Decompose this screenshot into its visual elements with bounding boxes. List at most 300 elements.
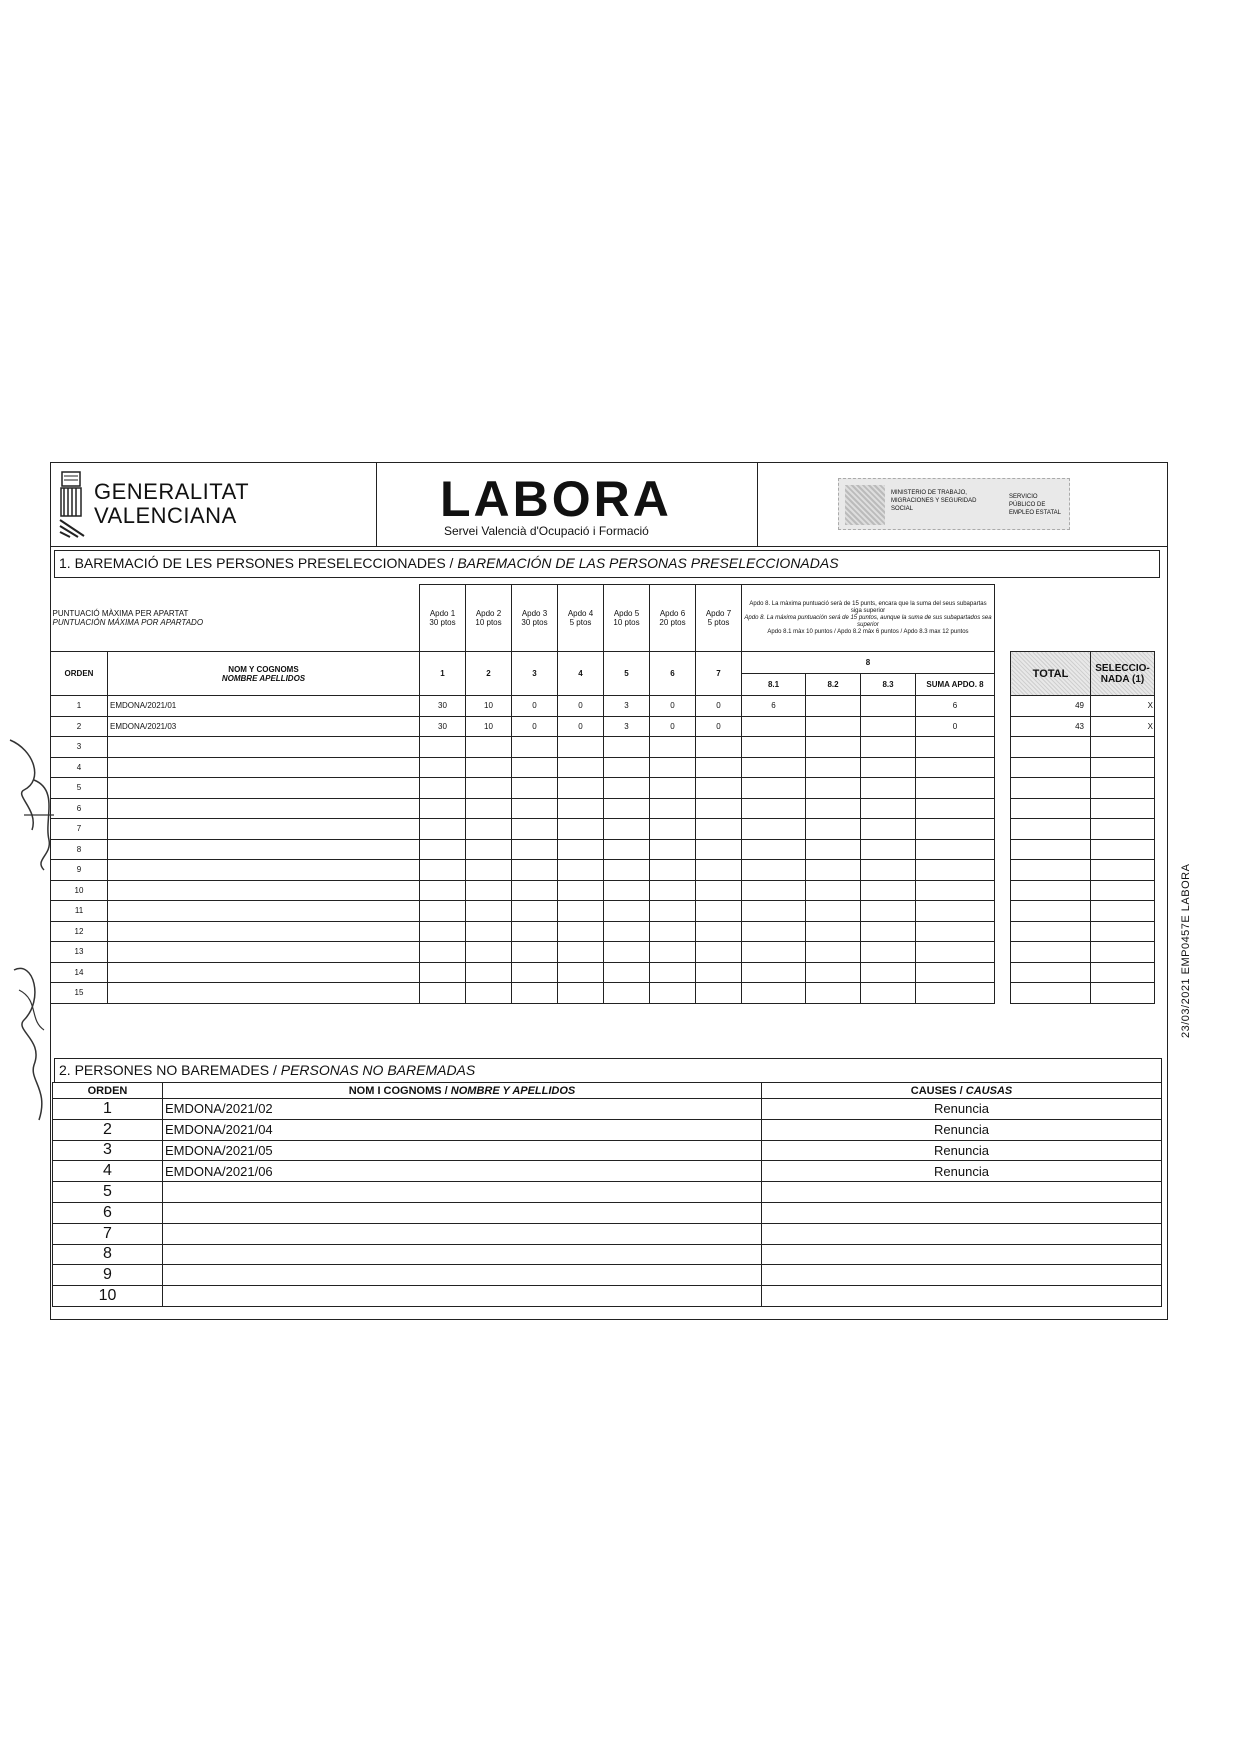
row-score-a81 [742, 942, 806, 963]
row-cause: Renuncia [762, 1140, 1162, 1161]
baremacion-rows [51, 696, 1155, 1004]
col-num: 1 [420, 652, 466, 696]
row-score-suma [916, 860, 995, 881]
apdo-max: 5 ptos [569, 618, 592, 627]
row-order: 9 [53, 1265, 163, 1286]
row-score-a2 [466, 737, 512, 758]
row-cause: Renuncia [762, 1161, 1162, 1182]
max-points-label [51, 585, 420, 652]
row-selected [1091, 942, 1155, 963]
row-score-a1 [420, 839, 466, 860]
row-order: 6 [51, 798, 108, 819]
row-score-suma [916, 757, 995, 778]
row-selected [1091, 860, 1155, 881]
row-score-a83 [861, 819, 916, 840]
baremacion-table [50, 584, 1155, 1004]
row-score-a4 [558, 819, 604, 840]
row-score-a5 [604, 983, 650, 1004]
row-order: 7 [53, 1223, 163, 1244]
row-score-a4: 0 [558, 716, 604, 737]
row-score-a3 [512, 983, 558, 1004]
row-score-a1 [420, 778, 466, 799]
row-name [108, 901, 420, 922]
row-score-a1 [420, 942, 466, 963]
row-score-a81 [742, 839, 806, 860]
row-score-a83 [861, 716, 916, 737]
apdo-label: Apdo 5 [613, 609, 640, 618]
max-points-label-es: PUNTUACIÓN MÁXIMA POR APARTADO [52, 617, 204, 627]
row-score-a83 [861, 778, 916, 799]
row-score-a5: 3 [604, 696, 650, 717]
section1-title-es: BAREMACIÓN DE LAS PERSONAS PRESELECCIONADAS [457, 555, 839, 571]
row-score-a3 [512, 778, 558, 799]
table-row [51, 716, 1155, 737]
row-score-a2 [466, 983, 512, 1004]
row-score-a7 [696, 921, 742, 942]
row-score-a83 [861, 839, 916, 860]
row-score-a6 [650, 778, 696, 799]
row-score-a7 [696, 942, 742, 963]
row-score-suma [916, 778, 995, 799]
col-suma: SUMA APDO. 8 [916, 674, 995, 696]
row-score-a2 [466, 880, 512, 901]
row-score-a82 [806, 696, 861, 717]
row-order: 12 [51, 921, 108, 942]
row-score-a6 [650, 880, 696, 901]
row-score-a4 [558, 921, 604, 942]
row-order: 1 [51, 696, 108, 717]
generalitat-logo-text [94, 480, 249, 528]
row-order: 8 [51, 839, 108, 860]
row-score-a7 [696, 983, 742, 1004]
col-8-1: 8.1 [742, 674, 806, 696]
row-total [1011, 778, 1091, 799]
row-score-a83 [861, 798, 916, 819]
row-score-a5 [604, 901, 650, 922]
row-selected [1091, 983, 1155, 1004]
row-selected [1091, 757, 1155, 778]
apdo-header [650, 585, 696, 652]
row-name: EMDONA/2021/05 [163, 1140, 762, 1161]
row-score-a81 [742, 880, 806, 901]
row-score-a81 [742, 983, 806, 1004]
row-score-suma [916, 880, 995, 901]
row-total [1011, 962, 1091, 983]
row-name: EMDONA/2021/02 [163, 1099, 762, 1120]
row-score-suma [916, 819, 995, 840]
col-orden: ORDEN [53, 1083, 163, 1099]
apdo-header [558, 585, 604, 652]
row-score-a6 [650, 757, 696, 778]
row-score-a6 [650, 921, 696, 942]
row-order: 7 [51, 819, 108, 840]
table-row [51, 921, 1155, 942]
row-score-a83 [861, 962, 916, 983]
section1-title [54, 550, 1160, 578]
row-score-suma: 0 [916, 716, 995, 737]
row-score-a3: 0 [512, 716, 558, 737]
apdo8-note-sub: Apdo 8.1 màx 10 puntos / Apdo 8.2 màx 6 puntos / Apdo 8.3 max 12 puntos [767, 628, 969, 635]
row-cause [762, 1244, 1162, 1265]
apdo-max: 10 ptos [475, 618, 502, 627]
row-score-a1 [420, 757, 466, 778]
row-name: EMDONA/2021/01 [108, 696, 420, 717]
col-orden: ORDEN [51, 652, 108, 696]
row-cause [762, 1265, 1162, 1286]
apdo-header [696, 585, 742, 652]
row-name [108, 860, 420, 881]
row-score-a82 [806, 880, 861, 901]
table-row [51, 962, 1155, 983]
apdo-label: Apdo 7 [705, 609, 732, 618]
row-score-a1 [420, 962, 466, 983]
row-order: 2 [53, 1119, 163, 1140]
row-name [108, 921, 420, 942]
row-score-suma [916, 839, 995, 860]
col-num: 3 [512, 652, 558, 696]
row-score-a81 [742, 716, 806, 737]
apdo-header [420, 585, 466, 652]
col-selec: SELECCIO-NADA (1) [1091, 652, 1155, 696]
row-selected: X [1091, 696, 1155, 717]
row-score-a4 [558, 860, 604, 881]
max-points-label-val: PUNTUACIÓ MÀXIMA PER APARTAT [52, 608, 189, 618]
row-score-a5 [604, 962, 650, 983]
row-order: 5 [53, 1182, 163, 1203]
table-row [51, 880, 1155, 901]
row-score-suma [916, 901, 995, 922]
row-total [1011, 757, 1091, 778]
table-row [51, 983, 1155, 1004]
row-score-a2 [466, 901, 512, 922]
row-cause [762, 1182, 1162, 1203]
row-score-a81 [742, 798, 806, 819]
table-row [51, 737, 1155, 758]
row-order: 13 [51, 942, 108, 963]
row-name: EMDONA/2021/04 [163, 1119, 762, 1140]
row-selected [1091, 962, 1155, 983]
apdo-max: 5 ptos [707, 618, 730, 627]
row-score-a6: 0 [650, 696, 696, 717]
col-nom-es: NOMBRE Y APELLIDOS [450, 1084, 576, 1097]
table-row [53, 1286, 1162, 1307]
row-total [1011, 921, 1091, 942]
row-score-a5 [604, 778, 650, 799]
row-name [108, 880, 420, 901]
row-score-a82 [806, 860, 861, 881]
row-score-a82 [806, 983, 861, 1004]
row-score-a5 [604, 942, 650, 963]
row-score-a82 [806, 962, 861, 983]
section2-title-es: PERSONAS NO BAREMADAS [280, 1062, 476, 1078]
col-causes-val: CAUSES / [910, 1084, 966, 1097]
row-total: 43 [1011, 716, 1091, 737]
row-score-suma [916, 983, 995, 1004]
row-name: EMDONA/2021/03 [108, 716, 420, 737]
side-stamp: 23/03/2021 EMP0457E LABORA [1180, 863, 1192, 1038]
row-score-a7 [696, 860, 742, 881]
table-row [51, 860, 1155, 881]
row-name [163, 1202, 762, 1223]
row-score-a1: 30 [420, 716, 466, 737]
table-row [53, 1265, 1162, 1286]
row-score-a4 [558, 737, 604, 758]
row-score-a2 [466, 962, 512, 983]
table-row [51, 819, 1155, 840]
row-order: 3 [53, 1140, 163, 1161]
table-row [53, 1099, 1162, 1120]
row-score-a6 [650, 942, 696, 963]
row-score-a6 [650, 798, 696, 819]
row-score-a83 [861, 737, 916, 758]
table-row [51, 798, 1155, 819]
row-score-a5 [604, 921, 650, 942]
row-order: 4 [53, 1161, 163, 1182]
row-cause: Renuncia [762, 1099, 1162, 1120]
row-score-a5: 3 [604, 716, 650, 737]
row-score-a1 [420, 860, 466, 881]
apdo-header [466, 585, 512, 652]
col-8: 8 [742, 652, 995, 674]
row-score-a5 [604, 798, 650, 819]
row-order: 3 [51, 737, 108, 758]
col-causes-es: CAUSAS [965, 1084, 1013, 1097]
row-score-a82 [806, 921, 861, 942]
row-score-a7 [696, 737, 742, 758]
table-row [53, 1119, 1162, 1140]
row-score-a81 [742, 962, 806, 983]
apdo-max: 20 ptos [659, 618, 686, 627]
row-score-a5 [604, 839, 650, 860]
row-selected [1091, 921, 1155, 942]
row-cause: Renuncia [762, 1119, 1162, 1140]
row-score-a7 [696, 819, 742, 840]
no-baremadas-table [52, 1082, 1162, 1307]
row-name [163, 1182, 762, 1203]
row-score-suma [916, 798, 995, 819]
row-score-suma [916, 737, 995, 758]
apdo-header [512, 585, 558, 652]
row-order: 4 [51, 757, 108, 778]
generalitat-crest-icon [58, 470, 86, 538]
section2-title [54, 1058, 1162, 1082]
row-score-a4: 0 [558, 696, 604, 717]
row-cause [762, 1286, 1162, 1307]
row-score-a81 [742, 860, 806, 881]
apdo-label: Apdo 2 [475, 609, 502, 618]
row-score-a7 [696, 798, 742, 819]
table-row [51, 942, 1155, 963]
row-score-a4 [558, 757, 604, 778]
row-score-a81 [742, 778, 806, 799]
gv-line2: VALENCIANA [94, 503, 237, 528]
row-score-a3 [512, 860, 558, 881]
row-score-a2 [466, 819, 512, 840]
row-score-a7 [696, 839, 742, 860]
col-nom [163, 1083, 762, 1099]
row-score-a7 [696, 778, 742, 799]
row-score-a1 [420, 983, 466, 1004]
row-score-a83 [861, 921, 916, 942]
row-name [108, 839, 420, 860]
row-score-a3 [512, 880, 558, 901]
row-total [1011, 839, 1091, 860]
row-score-a82 [806, 737, 861, 758]
row-score-a1: 30 [420, 696, 466, 717]
row-total: 49 [1011, 696, 1091, 717]
row-name [108, 942, 420, 963]
row-name [108, 778, 420, 799]
row-score-a4 [558, 983, 604, 1004]
row-score-a83 [861, 757, 916, 778]
row-name [163, 1244, 762, 1265]
row-score-a3 [512, 757, 558, 778]
col-nom-es: NOMBRE APELLIDOS [221, 673, 306, 683]
row-score-a82 [806, 942, 861, 963]
row-score-a6 [650, 962, 696, 983]
row-score-a5 [604, 737, 650, 758]
row-score-a3 [512, 962, 558, 983]
row-score-a82 [806, 901, 861, 922]
row-name [108, 983, 420, 1004]
gv-line1: GENERALITAT [94, 479, 250, 504]
row-order: 8 [53, 1244, 163, 1265]
row-name: EMDONA/2021/06 [163, 1161, 762, 1182]
row-score-a5 [604, 860, 650, 881]
apdo-label: Apdo 4 [567, 609, 594, 618]
no-baremadas-rows [53, 1099, 1162, 1307]
row-total [1011, 798, 1091, 819]
table-row [53, 1161, 1162, 1182]
row-score-a1 [420, 921, 466, 942]
row-score-a81 [742, 921, 806, 942]
row-score-a7 [696, 901, 742, 922]
row-score-a6 [650, 839, 696, 860]
row-selected [1091, 819, 1155, 840]
row-score-a3 [512, 798, 558, 819]
row-score-a1 [420, 798, 466, 819]
row-score-a2 [466, 860, 512, 881]
row-score-a82 [806, 798, 861, 819]
table-row [51, 757, 1155, 778]
row-name [108, 819, 420, 840]
row-score-a3 [512, 901, 558, 922]
row-order: 1 [53, 1099, 163, 1120]
row-score-a81 [742, 737, 806, 758]
row-order: 9 [51, 860, 108, 881]
section2-title-val: 2. PERSONES NO BAREMADES / [59, 1062, 281, 1078]
col-num: 4 [558, 652, 604, 696]
row-score-suma [916, 962, 995, 983]
row-selected [1091, 901, 1155, 922]
row-score-a1 [420, 901, 466, 922]
row-score-a2 [466, 757, 512, 778]
row-score-a2 [466, 778, 512, 799]
apdo-max: 30 ptos [429, 618, 456, 627]
table-row [51, 778, 1155, 799]
row-score-a7 [696, 757, 742, 778]
apdo-label: Apdo 6 [659, 609, 686, 618]
row-score-a83 [861, 901, 916, 922]
row-total [1011, 942, 1091, 963]
sepe-text: SERVICIO PÚBLICO DE EMPLEO ESTATAL [1009, 494, 1062, 516]
row-name [108, 757, 420, 778]
row-selected [1091, 798, 1155, 819]
row-order: 10 [51, 880, 108, 901]
table-row [51, 696, 1155, 717]
row-score-a81: 6 [742, 696, 806, 717]
row-score-a83 [861, 860, 916, 881]
row-order: 11 [51, 901, 108, 922]
table-row [53, 1140, 1162, 1161]
apdo-label: Apdo 1 [429, 609, 456, 618]
row-score-a2 [466, 798, 512, 819]
row-score-a2 [466, 942, 512, 963]
row-score-a3: 0 [512, 696, 558, 717]
row-score-a5 [604, 819, 650, 840]
row-score-a81 [742, 819, 806, 840]
row-score-a81 [742, 757, 806, 778]
row-score-a7: 0 [696, 696, 742, 717]
row-total [1011, 880, 1091, 901]
row-score-a5 [604, 880, 650, 901]
apdo-max: 30 ptos [521, 618, 548, 627]
row-score-a3 [512, 942, 558, 963]
col-total: TOTAL [1011, 652, 1091, 696]
row-score-a1 [420, 737, 466, 758]
row-score-a82 [806, 819, 861, 840]
row-score-a6 [650, 737, 696, 758]
ministry-logo [838, 478, 1070, 530]
row-score-a1 [420, 880, 466, 901]
row-score-a6: 0 [650, 716, 696, 737]
row-score-a81 [742, 901, 806, 922]
table-row [51, 839, 1155, 860]
col-8-3: 8.3 [861, 674, 916, 696]
row-total [1011, 860, 1091, 881]
row-score-a4 [558, 839, 604, 860]
row-score-a2: 10 [466, 696, 512, 717]
row-selected: X [1091, 716, 1155, 737]
row-score-a7 [696, 880, 742, 901]
apdo8-note [742, 585, 995, 652]
row-score-a4 [558, 901, 604, 922]
row-score-a4 [558, 942, 604, 963]
col-num: 7 [696, 652, 742, 696]
apdo-max: 10 ptos [613, 618, 640, 627]
row-score-a3 [512, 737, 558, 758]
row-score-a4 [558, 778, 604, 799]
row-score-a6 [650, 860, 696, 881]
row-name [163, 1265, 762, 1286]
col-causes [762, 1083, 1162, 1099]
row-score-a82 [806, 778, 861, 799]
row-score-suma [916, 942, 995, 963]
row-cause [762, 1223, 1162, 1244]
row-score-a2 [466, 921, 512, 942]
row-score-a3 [512, 819, 558, 840]
row-name [163, 1286, 762, 1307]
table-row [53, 1244, 1162, 1265]
row-score-a4 [558, 962, 604, 983]
row-total [1011, 737, 1091, 758]
row-score-a5 [604, 757, 650, 778]
handwritten-signature [4, 720, 64, 1140]
col-num: 2 [466, 652, 512, 696]
row-score-a83 [861, 880, 916, 901]
row-score-a3 [512, 921, 558, 942]
row-order: 14 [51, 962, 108, 983]
